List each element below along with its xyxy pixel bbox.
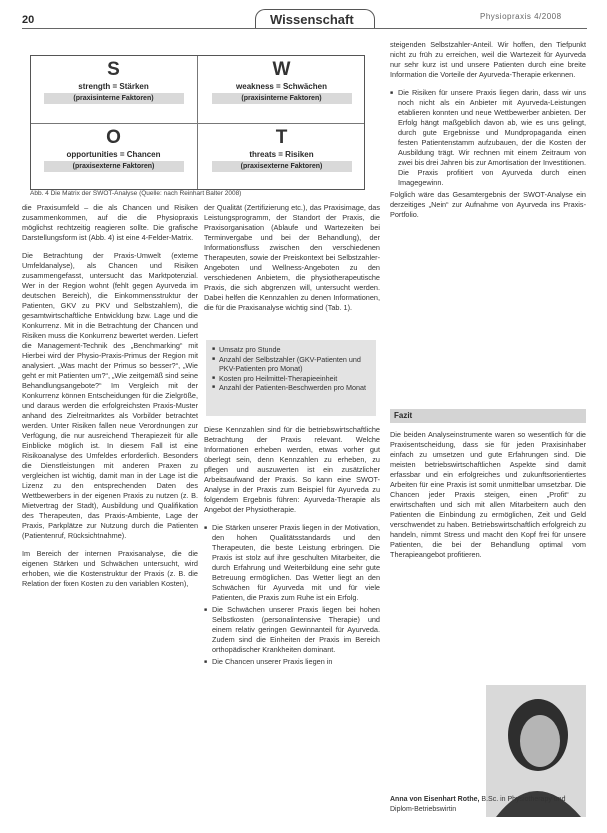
paragraph: der Qualität (Zertifizierung etc.), das Praxisimage, das Leistungsprogramm, der Standort der Praxis, die Praxisorganisation (Ablaufe und Wartezeiten bei Terminvergabe und bei der Behandlung), der Informationsfluss zwischen den verschiedenen Therapeuten, sowie der Preiskontext bei Selbstzahler-Angeboten und Wellness-Angeboten zu den verschiedenen Anbietern, die physiotherapeutische Praxis, die sich abgrenzen will, untersucht werden. Dabei helfen die Kennzahlen zu denen Informationen, die für die Praxisanalyse wichtig sind (Tab. 1). — [204, 203, 380, 312]
section-tab — [255, 9, 375, 29]
kennzahl-item: ■ Anzahl der Patienten-Beschwerden pro Monat — [212, 383, 370, 393]
paragraph: Im Bereich der internen Praxisanalyse, die die eigenen Stärken und Schwächen untersucht, wird erhoben, wie die Kostenstruktur der Praxis (z. B. die Relation der fixen Kosten zu den variablen Kosten), — [22, 549, 198, 588]
swot-letter: T — [275, 127, 288, 148]
bullet-item: ■ Die Risiken für unsere Praxis liegen darin, dass wir uns noch nicht als ein Anbieter mit Ayurveda-Leistungen etablieren konnten und neue Wettbewerber anbieten. Der Erfolg hängt maßgeblich davon ab, wie es uns gelingt, durch gute Ergebnisse und Mundpropaganda einen festen Patientenstamm aufzubauen, der die Kosten der Ausbildung trägt. Wir rechnen mit einem Zeitraum von zwei bis drei Jahren bis zur Amortisation der Investitionen. Die Praxis profitiert von Ayurveda durch einen Imagegewinn. — [390, 88, 586, 188]
author-name: Anna von Eisenhart Rothe, — [390, 796, 480, 803]
swot-factor: (praxisinterne Faktoren) — [212, 93, 352, 104]
bullet-item: ■ Die Chancen unserer Praxis liegen in — [204, 657, 380, 667]
paragraph: Die Betrachtung der Praxis-Umwelt (externe Umfeldanalyse), als Chancen und Risiken zusammengefasst, untersucht das Marktpotenzial. Wer in der Region wohnt (fehlt gegen Ayurveda im deutschen Bereich), die Einkommensstruktur der Patienten, GKV zu PKV und Selbstzahlern), die gesamtwirtschaftliche Entwicklung bzw. Lage und die Konkurrenz. Mit in die Betrachtung der Chancen und Risiken muss die Konkurrenz bewertet werden. Liefert die Management-Technik des „Benchmarking“ mit Hierbei wird der Physio-Praxis-Primus der Region mit analysiert. „Was macht der Primus so besser?“, „Wie geht er mit Patienten um?“, „Wie zeitgemäß sind seine Behandlungsangebote?“ Im Vergleich mit der Konkurrenz können Entscheidungen für die Zielgröße, und daraus werden die erfolgreichsten Praxis-Muster anhand des Zielreitmarktes als Vorbilder betrachtet werden. Unter Risiken fallen neue Verordnungen zur Verfügung, die nur ausreichend Therapiezeit für alle Einblicke möglich ist. In diesem Fall ist eine Risikoanalyse des Umfeldes erforderlich. Besonders die Dienstleistungen mit anderen Praxen zu vergleichen ist wichtig, damit man in der Lage ist die Lizenz zu den entsprechenden Daten des Wettbewerbers in der eigenen Praxis zu nutzen (z. B. Mietvertrag der Stadt), Ausbildung und Qualifikation des Therapeuten, das Praxis-Ambiente, Lage der Praxis, Parkplätze zur Nutzung durch die Patienten (Patientenruf, Rücksichtnahme). — [22, 251, 199, 540]
swot-letter: O — [106, 127, 121, 148]
fazit-heading: Fazit — [390, 409, 586, 423]
paragraph: Die beiden Analyseinstrumente waren so wesentlich für die Praxisentscheidung, dass sie für jeden Praxisinhaber einfach zu umsetzen und gute Erfahrungen sind. Die meisten betriebswirtschaftlichen Aspekte sind damit erfassbar und ein erfolgreiches und zukunftsorientiertes Arbeiten für eine Praxis ist somit unmittelbar umsetzbar. Die Chancen jeder Praxis steigen, einen „Profit“ zu erwirtschaften und sich mit allen Mitarbeitern auch den Patienten die Einbindung zu ermöglichen, Zeit und Geld verschwendet zu haben. Betriebswirtschaftlich erfolgreich zu handeln, nimmt Stress und macht den Kopf frei für unsere Patienten, die bei der Behandlung optimal vom Therapieangebot profitieren. — [390, 430, 586, 559]
swot-factor: (praxisinterne Faktoren) — [44, 93, 184, 104]
page-number: 20 — [22, 14, 35, 26]
swot-letter: W — [272, 59, 291, 80]
column-1 — [22, 203, 198, 597]
paragraph: steigenden Selbstzahler-Anteil. Wir hoffen, den Tiefpunkt nicht zu früh zu erreichen, weil die Wartezeit für Ayurveda nur sehr kurz ist und unsere Patienten durch eine breite Information die Vorteile der Ayurveda-Therapie erkennen. — [390, 40, 586, 79]
swot-label: weakness = Schwächen — [236, 82, 327, 91]
paragraph: Diese Kennzahlen sind für die betriebswirtschaftliche Betrachtung der Praxis relevant. Welche Informationen erheben werden, etwas vorher gut überlegt sein, denn Kennzahlen zu erheben, zu pflegen und auszuwerten ist ein zusätzlicher Arbeitsaufwand der Praxis. So kann eine SWOT-Analyse in der Praxis zum Beispiel für Ayurveda zu folgendem Ergebnis führen: Ayurveda-Therapie als Angebot der Physiotherapie. — [204, 425, 380, 514]
swot-factor: (praxisexterne Faktoren) — [212, 161, 352, 172]
bullet-item: ■ Die Schwächen unserer Praxis liegen bei hohen Selbstkosten (personalintensive Therapie) und einem relativ geringen Gewinnanteil für Ayurveda. Zudem sind die Einheiten der Praxis im Bereich orthopädischer Krankheiten dominant. — [204, 605, 380, 655]
swot-letter: S — [107, 59, 120, 80]
paragraph: Folglich wäre das Gesamtergebnis der SWOT-Analyse ein derzeitiges „Nein“ zur Aufnahme von Ayurveda ins Praxis-Portfolio. — [390, 190, 586, 219]
swot-cell-strengths — [31, 56, 196, 122]
bullet-item: ■ Die Stärken unserer Praxis liegen in der Motivation, den hohen Qualitätsstandards und den Therapeuten, die beste Leistung erbringen. Die Praxis ist stolz auf ihre geschulten Mitarbeiter, die durch Erfahrung und Weiterbildung eine sehr gute Betreuung ermöglichen. Das Wetter liegt an den Schwächen für Ayurveda mit und für viele Patienten, die Praxis zum Ruhe ist ein Erfolg. — [204, 523, 380, 603]
kennzahl-item: ■ Kosten pro Heilmittel-Therapieeinheit — [212, 374, 370, 384]
swot-cell-weaknesses — [199, 56, 364, 122]
paragraph: die Praxisumfeld – die als Chancen und Risiken zusammenkommen, auf die die Physiopraxis möglichst rechtzeitig reagieren sollte. Die grafische Darstellungsform ist (Abb. 4) ist eine 4-Felder-Matrix. — [22, 203, 198, 242]
column-2 — [204, 203, 380, 321]
swot-cell-threats — [199, 124, 364, 190]
author-credentials: B.Sc. in Physiotherapy und Diplom-Betriebswirtin — [390, 796, 566, 813]
kennzahlen-box — [206, 340, 376, 416]
kennzahl-item: ■ Umsatz pro Stunde — [212, 345, 370, 355]
header-rule — [22, 28, 587, 29]
fazit-text — [390, 430, 586, 568]
swot-factor: (praxisexterne Faktoren) — [44, 161, 184, 172]
column-2-lower — [204, 425, 380, 669]
swot-label: threats = Risiken — [249, 150, 314, 159]
figure-caption: Abb. 4 Die Matrix der SWOT-Analyse (Quelle: nach Reinhart Balter 2008) — [30, 190, 242, 197]
column-3 — [390, 40, 586, 228]
swot-cell-opportunities — [31, 124, 196, 190]
journal-name: Physiopraxis 4/2008 — [480, 12, 562, 21]
swot-label: strength = Stärken — [78, 82, 149, 91]
author-bio — [390, 795, 586, 814]
swot-matrix — [30, 55, 365, 190]
swot-label: opportunities = Chancen — [66, 150, 161, 159]
kennzahl-item: ■ Anzahl der Selbstzahler (GKV-Patienten und PKV-Patienten pro Monat) — [212, 355, 370, 374]
matrix-divider-v — [197, 56, 198, 189]
section-title: Wissenschaft — [270, 12, 354, 27]
